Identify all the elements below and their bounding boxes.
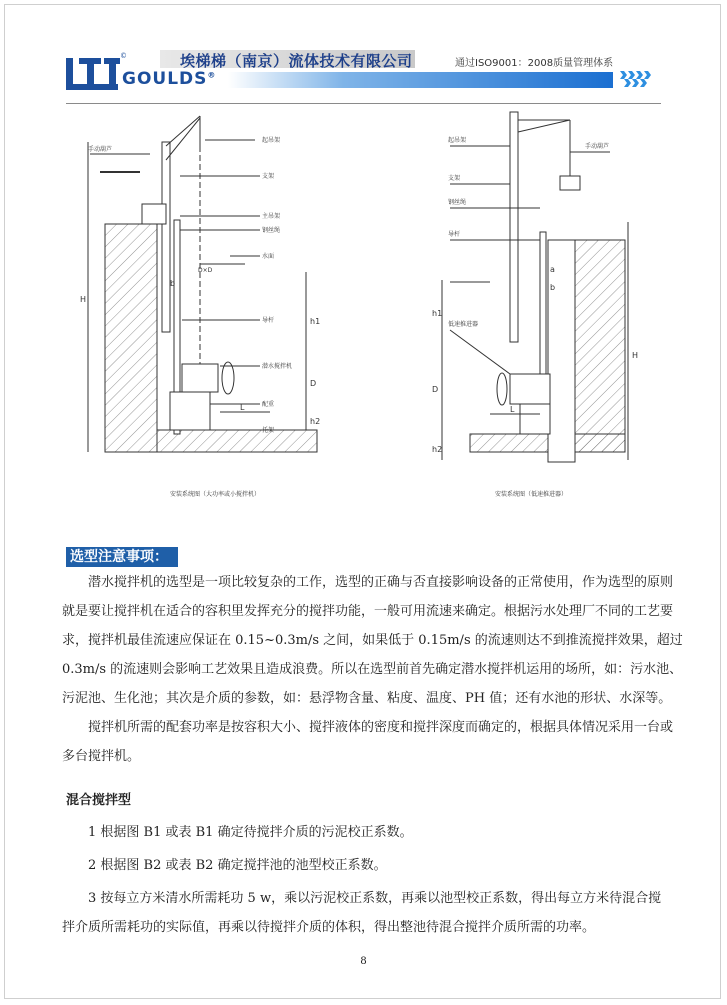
right-dim-H: H <box>632 351 639 360</box>
para1-line-1: 潜水搅拌机的选型是一项比较复杂的工作，选型的正确与否直接影响设备的正常使用，作为选型的原则 <box>88 575 674 590</box>
left-label-counterweight: 配重 <box>262 401 275 408</box>
selection-paragraph-1 <box>62 568 683 713</box>
mixing-step-1: 1 根据图 B1 或表 B1 确定待搅拌介质的污泥校正系数。 <box>88 825 413 840</box>
left-drawing-caption: 安装系统图（大功率或小搅拌机） <box>170 491 261 498</box>
right-installation-diagram <box>442 112 628 462</box>
right-label-bracket: 支架 <box>448 175 461 182</box>
right-drawing-caption: 安装系统图（低速推进器） <box>495 491 568 498</box>
selection-notes-heading: 选型注意事项： <box>66 547 178 567</box>
para1-line-5: 污泥池、生化池；其次是介质的参数，如：悬浮物含量、粘度、温度、PH 值；还有水池的形状、水深等。 <box>62 691 672 706</box>
right-dim-D: D <box>432 385 439 394</box>
right-dim-h1: h1 <box>432 309 443 318</box>
mixing-step-3-line-2: 拌介质所需耗功的实际值，再乘以待搅拌介质的体积，得出整池待混合搅拌介质所需的功率。 <box>62 920 596 935</box>
right-label-guide-pole: 导杆 <box>448 231 461 238</box>
left-label-hoist: 手动葫芦 <box>88 146 113 153</box>
header-rule <box>66 103 661 104</box>
left-dim-h2: h2 <box>310 417 321 426</box>
company-name: 埃梯梯（南京）流体技术有限公司 <box>180 52 413 70</box>
brand-name <box>122 69 216 89</box>
registered-mark: ® <box>207 70 217 80</box>
mixing-step-3-line-1: 3 按每立方米清水所需耗功 5 w，乘以污泥校正系数，再乘以池型校正系数，得出每立方米待混合搅 <box>88 891 662 906</box>
right-dim-a: a <box>550 265 555 274</box>
left-dim-H: H <box>80 295 87 304</box>
left-label-water-surface: 水面 <box>262 253 275 260</box>
left-label-main-frame: 主吊架 <box>262 213 281 220</box>
left-dim-D: D <box>310 379 317 388</box>
copyright-mark: © <box>120 52 127 60</box>
header-blue-band <box>228 72 613 88</box>
left-dim-h1: h1 <box>310 317 321 326</box>
certification-text: 通过ISO9001：2008质量管理体系 <box>455 58 614 69</box>
para2-line-1: 搅拌机所需的配套功率是按容积大小、搅拌液体的密度和搅拌深度而确定的，根据具体情况采用一台或 <box>88 720 674 735</box>
selection-paragraph-2 <box>62 713 674 771</box>
right-dim-L: L <box>510 405 515 414</box>
brand-name-text: GOULDS <box>122 69 208 89</box>
para1-line-3: 求，搅拌机最佳流速应保证在 0.15~0.3m/s 之间，如果低于 0.15m/s 的流速则达不到推流搅拌效果，超过 <box>62 633 683 648</box>
page-number: 8 <box>360 953 367 967</box>
right-label-propeller: 低速推进器 <box>448 321 479 328</box>
left-label-wire-rope: 钢丝绳 <box>262 227 281 234</box>
para1-line-2: 就是要让搅拌机在适合的容积里发挥充分的搅拌功能，一般可用流速来确定。根据污水处理厂不同的工艺要 <box>62 604 674 619</box>
page-header <box>0 0 727 110</box>
left-label-support: 托架 <box>262 427 275 434</box>
para2-line-2: 多台搅拌机。 <box>62 749 141 764</box>
left-label-mixer: 潜水搅拌机 <box>262 363 293 370</box>
left-installation-diagram <box>88 116 317 452</box>
left-label-lift-frame: 起吊架 <box>262 137 281 144</box>
right-label-wire-rope: 钢丝绳 <box>448 199 467 206</box>
right-label-lift-frame: 起吊架 <box>448 137 467 144</box>
right-dim-h2: h2 <box>432 445 443 454</box>
mixing-type-heading: 混合搅拌型 <box>66 793 132 808</box>
para1-line-4: 0.3m/s 的流速则会影响工艺效果且造成浪费。所以在选型前首先确定潜水搅拌机运用的场所，如：污水池、 <box>62 662 683 677</box>
installation-drawing <box>70 112 660 507</box>
left-dim-b: b <box>170 279 176 288</box>
left-dim-DxD: D×D <box>198 267 213 274</box>
left-dim-L: L <box>240 403 245 412</box>
chevron-arrows-icon <box>618 68 662 90</box>
mixing-step-2: 2 根据图 B2 或表 B2 确定搅拌池的池型校正系数。 <box>88 858 387 873</box>
left-label-guide-pole: 导杆 <box>262 317 275 324</box>
mixing-steps <box>62 818 662 942</box>
right-dim-b: b <box>550 283 556 292</box>
right-label-hoist: 手动葫芦 <box>585 143 610 150</box>
left-label-bracket: 支架 <box>262 173 275 180</box>
company-logo-icon <box>66 52 126 92</box>
